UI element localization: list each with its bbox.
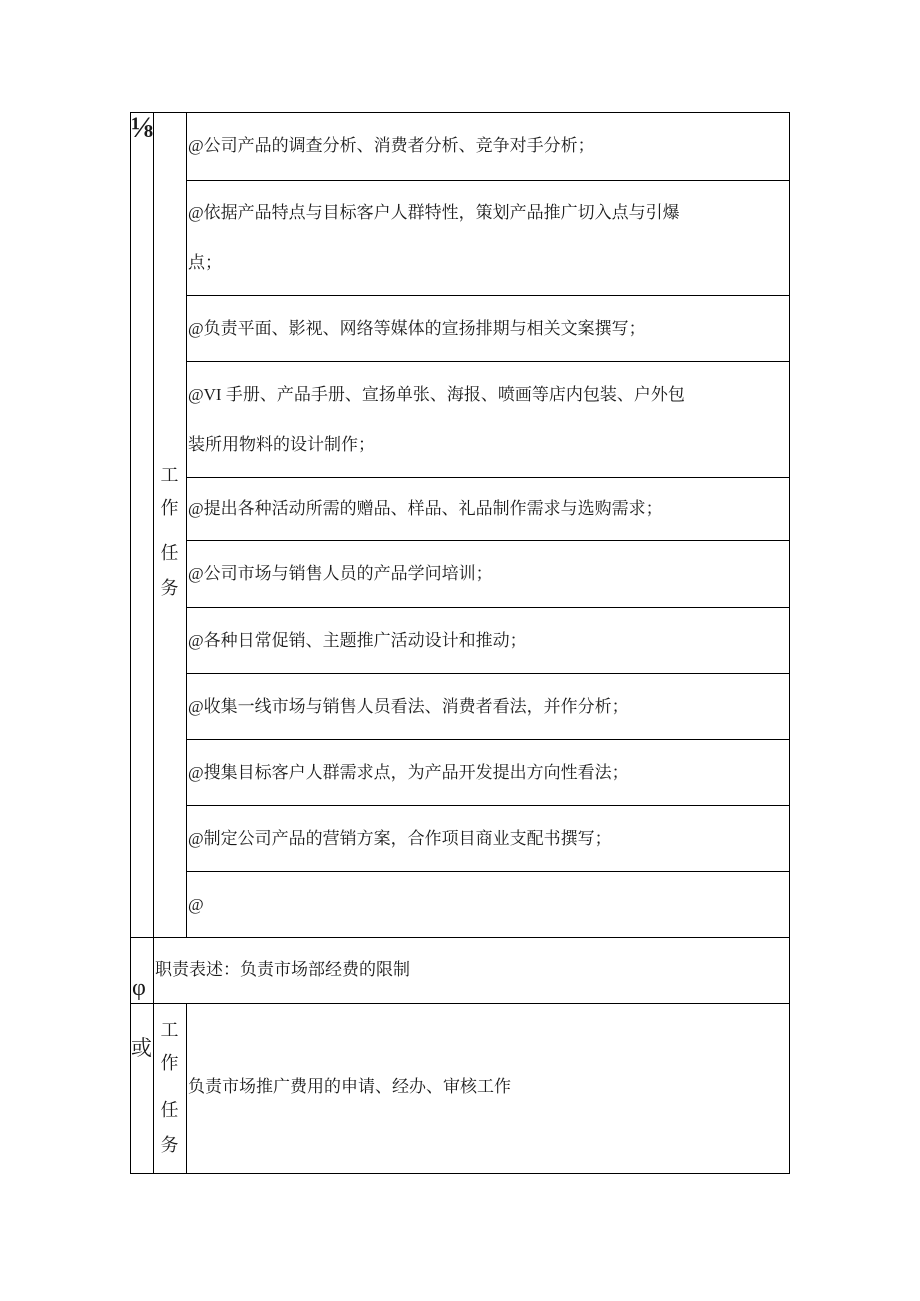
section1-label-char: 作 bbox=[160, 498, 179, 518]
duty-description: 职责表述：负责市场部经费的限制 bbox=[155, 960, 410, 979]
task-cell bbox=[186, 477, 790, 540]
section3-label-char: 工 bbox=[160, 1020, 179, 1040]
task-text: 点； bbox=[188, 253, 222, 272]
section1-label-char: 工 bbox=[160, 465, 179, 485]
task-cell bbox=[186, 673, 790, 739]
task-text: 负责市场推广费用的申请、经办、审核工作 bbox=[188, 1077, 511, 1096]
section3-label-char: 务 bbox=[160, 1135, 179, 1155]
task-text: @提出各种活动所需的赠品、样品、礼品制作需求与选购需求； bbox=[188, 499, 663, 518]
task-cell bbox=[186, 805, 790, 871]
task-cell bbox=[186, 112, 790, 180]
task-text: 装所用物料的设计制作； bbox=[188, 434, 375, 454]
task-cell bbox=[186, 180, 790, 295]
column-divider bbox=[153, 112, 154, 1174]
section3-label-char: 作 bbox=[160, 1053, 179, 1073]
task-text: @依据产品特点与目标客户人群特性，策划产品推广切入点与引爆 bbox=[188, 203, 680, 222]
task-text: @负责平面、影视、网络等媒体的宣扬排期与相关文案撰写； bbox=[188, 318, 646, 338]
section3-marker: 或 bbox=[131, 1036, 152, 1060]
column-divider bbox=[186, 1003, 187, 1174]
row-divider bbox=[130, 937, 790, 938]
task-text: @VI 手册、产品手册、宣扬单张、海报、喷画等店内包装、户外包 bbox=[188, 384, 685, 404]
task-text: @各种日常促销、主题推广活动设计和推动； bbox=[188, 630, 527, 650]
section2-marker: φ bbox=[132, 975, 146, 1001]
task-text: @ bbox=[188, 894, 204, 914]
section1-label-char: 任 bbox=[160, 543, 179, 563]
task-cell bbox=[186, 871, 790, 937]
task-text: @搜集目标客户人群需求点，为产品开发提出方向性看法； bbox=[188, 762, 629, 782]
row-divider bbox=[130, 1003, 790, 1004]
task-cell bbox=[186, 607, 790, 673]
task-text: @制定公司产品的营销方案，合作项目商业支配书撰写； bbox=[188, 828, 612, 848]
section1-label-char: 务 bbox=[160, 578, 179, 598]
task-text: @收集一线市场与销售人员看法、消费者看法，并作分析； bbox=[188, 696, 629, 716]
task-cell bbox=[186, 361, 790, 477]
task-cell bbox=[186, 739, 790, 805]
section3-label-char: 任 bbox=[160, 1100, 179, 1120]
task-cell bbox=[186, 295, 790, 361]
task-cell bbox=[186, 540, 790, 607]
task-text: @公司产品的调查分析、消费者分析、竞争对手分析； bbox=[188, 136, 595, 155]
task-text: @公司市场与销售人员的产品学问培训； bbox=[188, 564, 493, 583]
section1-marker: ⅛ bbox=[131, 111, 153, 144]
